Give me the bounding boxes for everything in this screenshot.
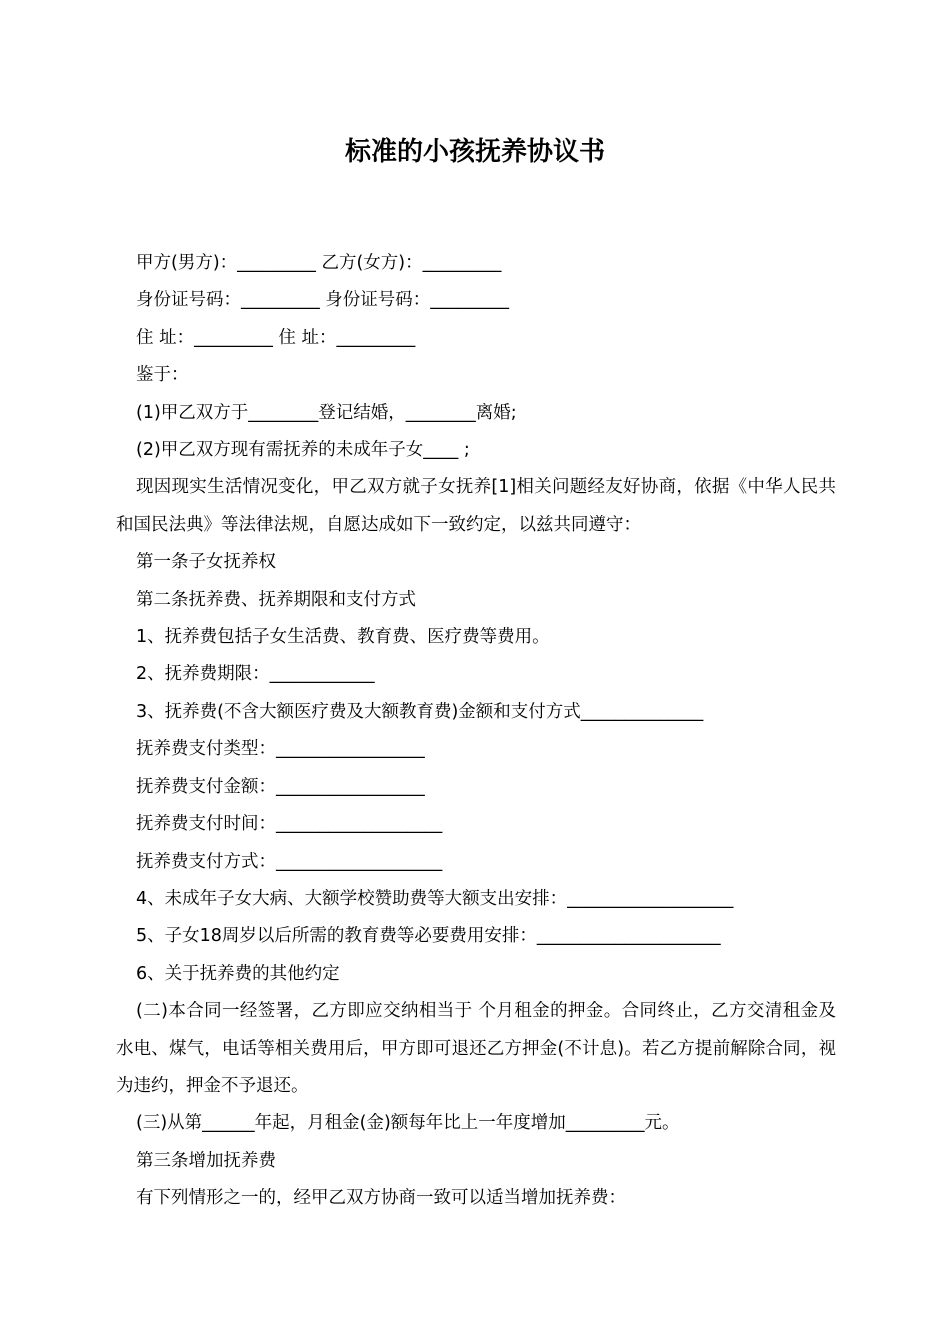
rent-increase-paragraph: (三)从第______年起，月租金(金)额每年比上一年度增加_________元。 (136, 1113, 680, 1134)
article-2-heading: 第二条抚养费、抚养期限和支付方式 (136, 589, 416, 610)
whereas-item-1: (1)甲乙双方于________登记结婚，________离婚; (136, 402, 517, 423)
article-3-heading: 第三条增加抚养费 (136, 1150, 276, 1171)
whereas-item-2: (2)甲乙双方现有需抚养的未成年子女____ ; (136, 440, 470, 461)
payment-amount-line: 抚养费支付金额：_________________ (136, 776, 425, 797)
payment-time-line: 抚养费支付时间：___________________ (136, 814, 443, 835)
whereas-heading: 鉴于： (136, 365, 189, 386)
article-2-item-6: 6、关于抚养费的其他约定 (136, 963, 340, 984)
id-number-line: 身份证号码：_________ 身份证号码：_________ (136, 290, 510, 311)
article-1-heading: 第一条子女抚养权 (136, 552, 276, 573)
payment-method-line: 抚养费支付方式：___________________ (136, 851, 443, 872)
payment-type-line: 抚养费支付类型：_________________ (136, 739, 425, 760)
party-names-line: 甲方(男方)：_________ 乙方(女方)：_________ (136, 253, 502, 273)
deposit-paragraph: (二)本合同一经签署，乙方即应交纳相当于 个月租金的押金。合同终止，乙方交清租金及水电、煤气，电话等相关费用后，甲方即可退还乙方押金(不计息)。若乙方提前解除合同，视为违约，押金不予退还。 (116, 1001, 836, 1096)
article-2-item-2: 2、抚养费期限：____________ (136, 664, 375, 685)
article-2-item-3: 3、抚养费(不含大额医疗费及大额教育费)金额和支付方式______________ (136, 701, 704, 722)
article-3-intro: 有下列情形之一的，经甲乙双方协商一致可以适当增加抚养费： (136, 1188, 626, 1209)
article-2-item-1: 1、抚养费包括子女生活费、教育费、医疗费等费用。 (136, 627, 550, 648)
document-title: 标准的小孩抚养协议书 (344, 137, 605, 167)
document-body (116, 245, 836, 1218)
article-2-item-5: 5、子女18周岁以后所需的教育费等必要费用安排：_____________________ (136, 926, 721, 947)
preamble-paragraph: 现因现实生活情况变化，甲乙双方就子女抚养[1]相关问题经友好协商，依据《中华人民共和国民法典》等法律法规，自愿达成如下一致约定，以兹共同遵守： (116, 477, 836, 535)
article-2-item-4: 4、未成年子女大病、大额学校赞助费等大额支出安排：___________________ (136, 888, 734, 909)
address-line: 住 址：_________ 住 址：_________ (136, 327, 416, 348)
